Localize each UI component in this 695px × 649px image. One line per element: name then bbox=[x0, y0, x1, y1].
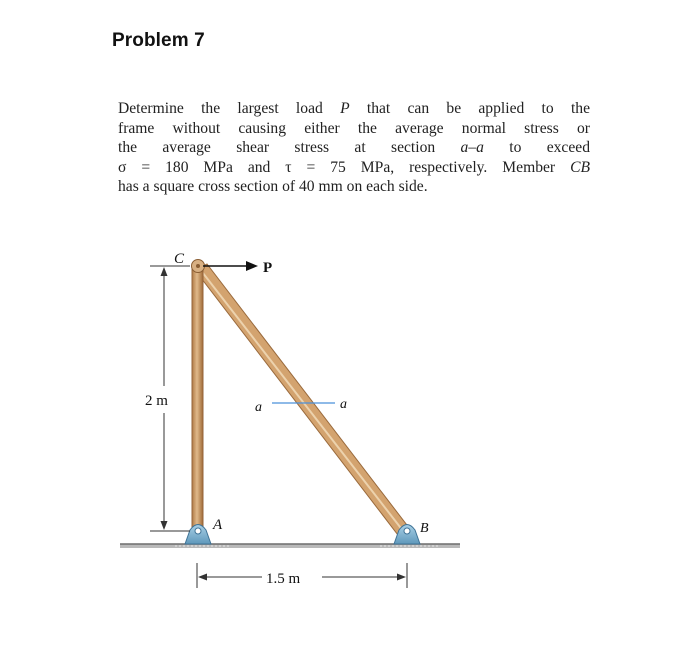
statement-line-2: frame without causing either the average normal stress or bbox=[118, 119, 590, 137]
member-cb bbox=[195, 264, 413, 539]
label-width: 1.5 m bbox=[266, 571, 301, 587]
statement-line-4: σ = 180 MPa and τ = 75 MPa, respectively. Member CB bbox=[118, 158, 590, 176]
problem-heading: Problem 7 bbox=[112, 30, 205, 51]
width-dimension bbox=[197, 563, 407, 588]
ground bbox=[120, 544, 460, 548]
label-c: C bbox=[174, 251, 185, 267]
statement-line-1: Determine the largest load P that can be applied to the bbox=[118, 100, 590, 117]
support-a bbox=[185, 525, 211, 545]
statement-line-3: the average shear stress at section a–a to exceed bbox=[118, 139, 590, 157]
label-p: P bbox=[263, 260, 273, 276]
pin-c bbox=[192, 260, 205, 273]
statement-line-5: has a square cross section of 40 mm on each side. bbox=[118, 178, 428, 196]
label-section-left: a bbox=[255, 400, 262, 415]
label-section-right: a bbox=[340, 397, 347, 412]
label-a: A bbox=[213, 517, 223, 533]
member-ca bbox=[192, 266, 203, 534]
label-height: 2 m bbox=[145, 393, 168, 409]
label-b: B bbox=[420, 521, 429, 536]
